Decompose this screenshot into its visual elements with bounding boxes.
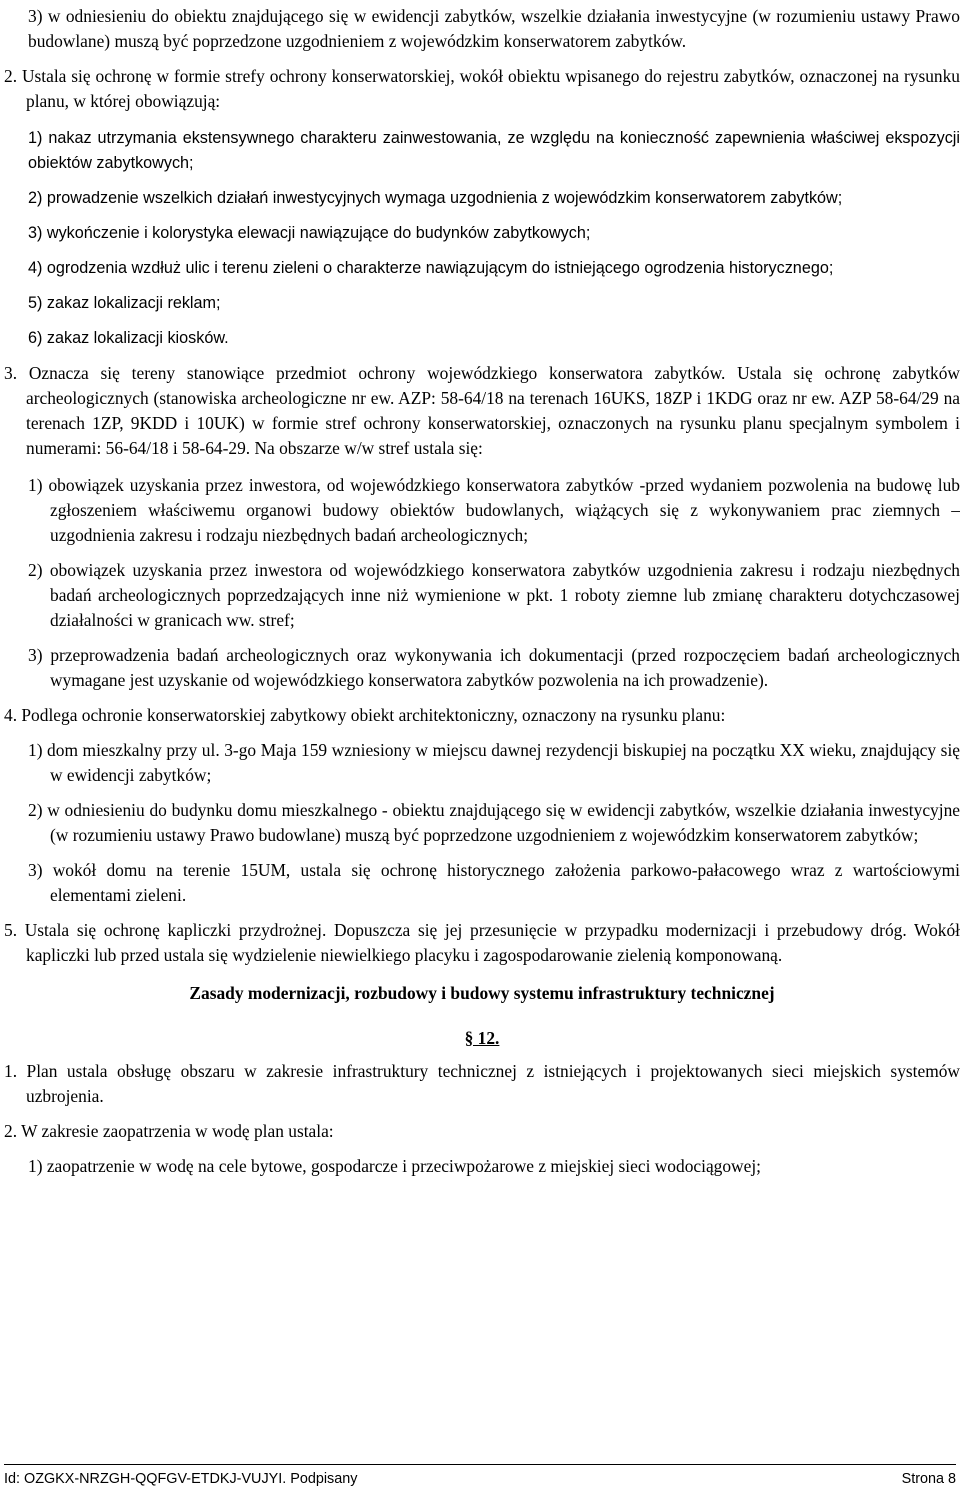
paragraph-5: 5. Ustala się ochronę kapliczki przydrożnej. Dopuszcza się jej przesunięcie w przypadku modernizacji i przebudowy dróg. Wokół kapliczki lub przed ustala się wydzielenie niewielkiego placyku i zagospodarowanie zielenią komponowaną. bbox=[4, 920, 960, 965]
paragraph-4-item-3: 3) wokół domu na terenie 15UM, ustala się ochronę historycznego założenia parkowo-pałacowego wraz z wartościowymi elementami zieleni. bbox=[28, 860, 960, 905]
paragraph-2-item-3: 3) wykończenie i kolorystyka elewacji nawiązujące do budynków zabytkowych; bbox=[28, 224, 591, 242]
section-12-paragraph-2: 2. W zakresie zaopatrzenia w wodę plan ustala: bbox=[4, 1121, 334, 1141]
paragraph-3: 3. Oznacza się tereny stanowiące przedmiot ochrony wojewódzkiego konserwatora zabytków. Ustala się ochronę zabytków archeologicznych (stanowiska archeologiczne nr ew. AZP: 58-64/18 na terenach 16UKS, 18ZP i 1KDG oraz nr ew. AZP 58-64/29 na terenach 1ZP, 9KDD i 10UK) w formie stref ochrony konserwatorskiej, oznaczonych na rysunku planu specjalnym symbolem i numerami: 56-64/18 i 58-64-29. Na obszarze w/w stref ustala się: bbox=[4, 363, 960, 458]
page-number: Strona 8 bbox=[901, 1471, 956, 1487]
paragraph-2-item-1: 1) nakaz utrzymania ekstensywnego charakteru zainwestowania, ze względu na konieczność zapewnienia właściwej ekspozycji obiektów zabytkowych; bbox=[28, 129, 960, 172]
paragraph-4-item-1: 1) dom mieszkalny przy ul. 3-go Maja 159 wzniesiony w miejscu dawnej rezydencji biskupiej na początku XX wieku, znajdujący się w ewidencji zabytków; bbox=[28, 740, 960, 785]
paragraph-2-item-4: 4) ogrodzenia wzdłuż ulic i terenu zieleni o charakterze nawiązującym do istniejącego ogrodzenia historycznego; bbox=[28, 259, 834, 277]
document-id: Id: OZGKX-NRZGH-QQFGV-ETDKJ-VUJYI. Podpisany bbox=[4, 1471, 358, 1487]
paragraph-2-item-5: 5) zakaz lokalizacji reklam; bbox=[28, 294, 221, 312]
paragraph-3-item-1: 1) obowiązek uzyskania przez inwestora, od wojewódzkiego konserwatora zabytków -przed wydaniem pozwolenia na budowę lub zgłoszeniem właściwemu organowi budowy obiektów budowlanych, wiążących się z wykonywaniem prac ziemnych – uzgodnienia zakresu i rodzaju niezbędnych badań archeologicznych; bbox=[28, 475, 960, 545]
paragraph-2-item-6: 6) zakaz lokalizacji kiosków. bbox=[28, 329, 229, 347]
section-number-text: § 12. bbox=[464, 1028, 500, 1048]
section-heading: Zasady modernizacji, rozbudowy i budowy systemu infrastruktury technicznej bbox=[189, 983, 775, 1003]
section-12-paragraph-1: 1. Plan ustala obsługę obszaru w zakresie infrastruktury technicznej z istniejących i projektowanych sieci miejskich systemów uzbrojenia. bbox=[4, 1061, 960, 1106]
paragraph-3-item-2: 2) obowiązek uzyskania przez inwestora od wojewódzkiego konserwatora zabytków uzgodnienia zakresu i rodzaju niezbędnych badań archeologicznych poprzedzających inne niż wymienione w pkt. 1 roboty ziemne lub zmianę charakteru dotychczasowej działalności w granicach ww. stref; bbox=[28, 560, 960, 630]
section-number bbox=[4, 1026, 960, 1051]
paragraph-2-item-2: 2) prowadzenie wszelkich działań inwestycyjnych wymaga uzgodnienia z wojewódzkim konserwatorem zabytków; bbox=[28, 189, 843, 207]
paragraph-intro-item-3: 3) w odniesieniu do obiektu znajdującego się w ewidencji zabytków, wszelkie działania inwestycyjne (w rozumieniu ustawy Prawo budowlane) muszą być poprzedzone uzgodnieniem z wojewódzkim konserwatorem zabytków. bbox=[28, 6, 960, 51]
paragraph-3-item-3: 3) przeprowadzenia badań archeologicznych oraz wykonywania ich dokumentacji (przed rozpoczęciem badań archeologicznych wymagane jest uzyskanie od wojewódzkiego konserwatora zabytków pozwolenia na ich prowadzenie). bbox=[28, 645, 960, 690]
paragraph-2: 2. Ustala się ochronę w formie strefy ochrony konserwatorskiej, wokół obiektu wpisanego do rejestru zabytków, oznaczonej na rysunku planu, w której obowiązują: bbox=[4, 66, 960, 111]
section-12-paragraph-2-item-1: 1) zaopatrzenie w wodę na cele bytowe, gospodarcze i przeciwpożarowe z miejskiej sieci wodociągowej; bbox=[28, 1156, 761, 1176]
page-footer bbox=[4, 1464, 956, 1487]
paragraph-4-item-2: 2) w odniesieniu do budynku domu mieszkalnego - obiektu znajdującego się w ewidencji zabytków, wszelkie działania inwestycyjne (w rozumieniu ustawy Prawo budowlane) muszą być poprzedzone uzgodnieniem z wojewódzkim konserwatorem zabytków; bbox=[28, 800, 960, 845]
paragraph-4: 4. Podlega ochronie konserwatorskiej zabytkowy obiekt architektoniczny, oznaczony na rysunku planu: bbox=[4, 705, 726, 725]
